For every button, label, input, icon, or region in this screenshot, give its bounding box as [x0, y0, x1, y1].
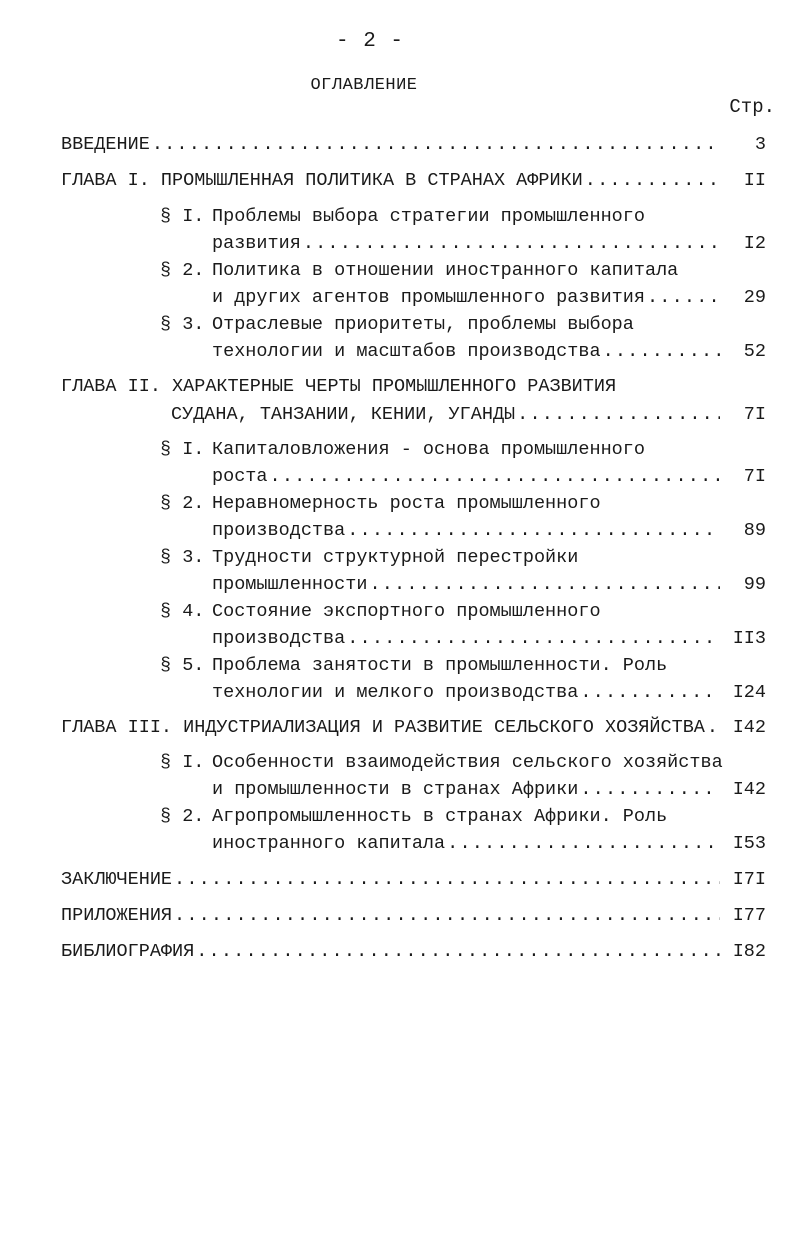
dot-leader	[585, 170, 720, 192]
page-column-header: Стр.	[729, 96, 775, 118]
dot-leader	[707, 717, 720, 739]
entry-title: Трудности структурной перестройки	[212, 547, 579, 568]
entry-title: ВВЕДЕНИЕ	[61, 134, 150, 155]
toc-entry-ch1-s3-line2	[212, 341, 766, 363]
entry-page: I82	[732, 941, 766, 962]
entry-page: I53	[732, 833, 766, 854]
entry-title: ПРИЛОЖЕНИЯ	[61, 905, 173, 926]
toc-entry-ch2-s3-line2	[212, 574, 766, 596]
entry-title: ГЛАВА III. ИНДУСТРИАЛИЗАЦИЯ И РАЗВИТИЕ СЕЛЬСКОГО ХОЗЯЙСТВА	[61, 717, 705, 738]
dot-leader	[174, 905, 720, 927]
dot-leader	[196, 941, 720, 963]
entry-title: Капиталовложения - основа промышленного	[212, 439, 645, 460]
toc-entry-appendix	[61, 905, 766, 927]
toc-entry-ch2-s3-line1	[212, 547, 578, 569]
entry-title: Проблема занятости в промышленности. Роль	[212, 655, 668, 676]
toc-entry-ch2-s5-line2	[212, 682, 766, 704]
entry-page: I24	[732, 682, 766, 703]
section-mark: § 2.	[160, 493, 205, 514]
section-mark: § 4.	[160, 601, 205, 622]
entry-page: 3	[754, 134, 766, 155]
toc-entry-ch2-s2-line2	[212, 520, 766, 542]
toc-entry-bibliography	[61, 941, 766, 963]
entry-page: 99	[743, 574, 766, 595]
entry-title: Политика в отношении иностранного капитала	[212, 260, 679, 281]
entry-page: II	[743, 170, 766, 191]
entry-page: I7I	[732, 869, 766, 890]
entry-page: I2	[743, 233, 766, 254]
entry-title-cont: развития	[212, 233, 301, 254]
entry-title: ГЛАВА II. ХАРАКТЕРНЫЕ ЧЕРТЫ ПРОМЫШЛЕННОГО РАЗВИТИЯ	[61, 376, 617, 397]
toc-entry-conclusion	[61, 869, 766, 891]
entry-page: 29	[743, 287, 766, 308]
toc-entry-ch1-s3-line1	[212, 314, 634, 336]
entry-title: Неравномерность роста промышленного	[212, 493, 601, 514]
section-mark: § 3.	[160, 547, 205, 568]
toc-entry-ch2-s4-line2	[212, 628, 766, 650]
toc-entry-ch2-s5-line1	[212, 655, 667, 677]
toc-entry-chapter-2-line1	[61, 376, 616, 398]
entry-page: I42	[732, 779, 766, 800]
entry-title-cont: СУДАНА, ТАНЗАНИИ, КЕНИИ, УГАНДЫ	[171, 404, 516, 425]
dot-leader	[603, 341, 720, 363]
section-mark: § 2.	[160, 806, 205, 827]
section-mark: § I.	[160, 439, 205, 460]
dot-leader	[517, 404, 720, 426]
toc-entry-ch1-s2-line1	[212, 260, 678, 282]
dot-leader	[369, 574, 720, 596]
entry-title-cont: иностранного капитала	[212, 833, 446, 854]
toc-entry-chapter-2-line2	[171, 404, 766, 426]
dot-leader	[347, 520, 720, 542]
toc-entry-ch2-s2-line1	[212, 493, 601, 515]
dot-leader	[303, 233, 720, 255]
toc-entry-ch1-s1-line2	[212, 233, 766, 255]
section-mark: § 2.	[160, 260, 205, 281]
entry-title-cont: роста	[212, 466, 268, 487]
section-mark: § 5.	[160, 655, 205, 676]
entry-title-cont: промышленности	[212, 574, 368, 595]
toc-entry-chapter-1	[61, 170, 766, 192]
entry-title: Агропромышленность в странах Африки. Роль	[212, 806, 668, 827]
dot-leader	[580, 682, 720, 704]
entry-title: ГЛАВА I. ПРОМЫШЛЕННАЯ ПОЛИТИКА В СТРАНАХ АФРИКИ	[61, 170, 583, 191]
entry-title: Состояние экспортного промышленного	[212, 601, 601, 622]
toc-entry-ch2-s4-line1	[212, 601, 601, 623]
dot-leader	[647, 287, 720, 309]
toc-entry-chapter-3	[61, 717, 766, 739]
entry-title-cont: производства	[212, 520, 346, 541]
entry-page: II3	[732, 628, 766, 649]
entry-title-cont: производства	[212, 628, 346, 649]
entry-title: ЗАКЛЮЧЕНИЕ	[61, 869, 173, 890]
dot-leader	[270, 466, 720, 488]
entry-title-cont: и промышленности в странах Африки	[212, 779, 579, 800]
entry-page: 7I	[743, 466, 766, 487]
dot-leader	[174, 869, 720, 891]
entry-page: 89	[743, 520, 766, 541]
entry-title-cont: и других агентов промышленного развития	[212, 287, 645, 308]
page-number: - 2 -	[335, 30, 404, 53]
entry-page: I77	[732, 905, 766, 926]
section-mark: § I.	[160, 752, 205, 773]
entry-title-cont: технологии и масштабов производства	[212, 341, 601, 362]
entry-title: Особенности взаимодействия сельского хозяйства	[212, 752, 723, 773]
toc-title: ОГЛАВЛЕНИЕ	[310, 76, 418, 95]
dot-leader	[580, 779, 720, 801]
entry-title-cont: технологии и мелкого производства	[212, 682, 579, 703]
toc-entry-ch1-s1-line1	[212, 206, 645, 228]
toc-entry-ch1-s2-line2	[212, 287, 766, 309]
dot-leader	[152, 134, 720, 156]
section-mark: § I.	[160, 206, 205, 227]
toc-entry-ch3-s1-line2	[212, 779, 766, 801]
section-mark: § 3.	[160, 314, 205, 335]
dot-leader	[347, 628, 720, 650]
entry-title: БИБЛИОГРАФИЯ	[61, 941, 195, 962]
toc-entry-ch3-s2-line1	[212, 806, 667, 828]
toc-entry-ch3-s1-line1	[212, 752, 723, 774]
toc-entry-intro	[61, 134, 766, 156]
toc-entry-ch2-s1-line1	[212, 439, 645, 461]
entry-title: Проблемы выбора стратегии промышленного	[212, 206, 645, 227]
dot-leader	[447, 833, 720, 855]
toc-entry-ch2-s1-line2	[212, 466, 766, 488]
entry-page: 7I	[743, 404, 766, 425]
entry-page: 52	[743, 341, 766, 362]
entry-page: I42	[732, 717, 766, 738]
toc-entry-ch3-s2-line2	[212, 833, 766, 855]
entry-title: Отраслевые приоритеты, проблемы выбора	[212, 314, 634, 335]
